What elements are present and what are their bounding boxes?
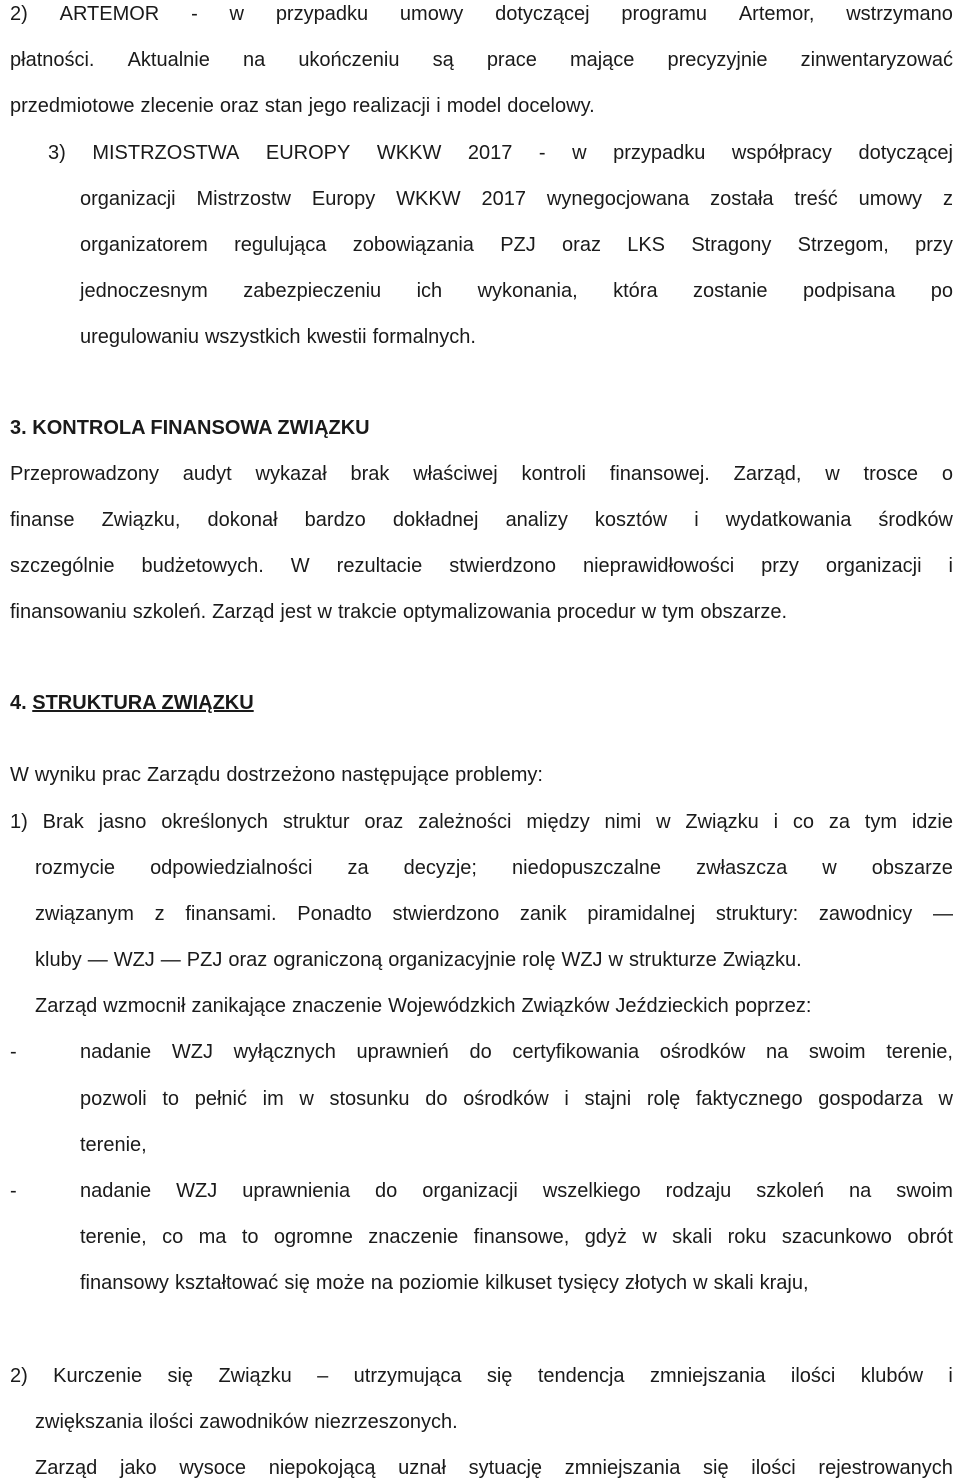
text-line: pozwoli to pełnić im w stosunku do ośrodków i stajni rolę faktycznego gospodarza w [80,1088,953,1110]
list-bullet: - [10,1041,17,1063]
text-line: 2) ARTEMOR - w przypadku umowy dotyczącej programu Artemor, wstrzymano [10,3,953,25]
text-line: finansowaniu szkoleń. Zarząd jest w trakcie optymalizowania procedur w tym obszarze. [10,601,788,623]
text-line: związanym z finansami. Ponadto stwierdzono zanik piramidalnej struktury: zawodnicy — [35,903,953,925]
text-line: płatności. Aktualnie na ukończeniu są prace mające precyzyjnie zinwentaryzować [10,49,953,71]
text-line: terenie, [80,1134,147,1156]
text-line: nadanie WZJ uprawnienia do organizacji wszelkiego rodzaju szkoleń na swoim [80,1180,953,1202]
text-line: 1) Brak jasno określonych struktur oraz zależności między nimi w Związku i co za tym idzie [10,811,953,833]
text-line: kluby — WZJ — PZJ oraz ograniczoną organizacyjnie rolę WZJ w strukturze Związku. [35,949,802,971]
text-line: Zarząd jako wysoce niepokojącą uznał sytuację zmniejszania się ilości rejestrowanych [35,1457,953,1479]
text-line: organizacji Mistrzostw Europy WKKW 2017 wynegocjowana została treść umowy z [80,188,953,210]
text-line: 2) Kurczenie się Związku – utrzymująca się tendencja zmniejszania ilości klubów i [10,1365,953,1387]
text-line: nadanie WZJ wyłącznych uprawnień do certyfikowania ośrodków na swoim terenie, [80,1041,953,1063]
text-line: W wyniku prac Zarządu dostrzeżono następujące problemy: [10,764,543,786]
text-line: finanse Związku, dokonał bardzo dokładnej analizy kosztów i wydatkowania środków [10,509,953,531]
text-line: terenie, co ma to ogromne znaczenie finansowe, gdyż w skali roku szacunkowo obrót [80,1226,953,1248]
text-line: przedmiotowe zlecenie oraz stan jego realizacji i model docelowy. [10,95,595,117]
text-line: zwiększania ilości zawodników niezrzeszonych. [35,1411,458,1433]
text-line: Przeprowadzony audyt wykazał brak właściwej kontroli finansowej. Zarząd, w trosce o [10,463,953,485]
text-line: Zarząd wzmocnił zanikające znaczenie Wojewódzkich Związków Jeździeckich poprzez: [35,995,812,1017]
section-heading-title: STRUKTURA ZWIĄZKU [32,692,254,714]
text-line: jednoczesnym zabezpieczeniu ich wykonania, która zostanie podpisana po [80,280,953,302]
text-line: finansowy kształtować się może na poziomie kilkuset tysięcy złotych w skali kraju, [80,1272,809,1294]
section-heading-title: KONTROLA FINANSOWA ZWIĄZKU [32,417,370,439]
section-heading: 4. STRUKTURA ZWIĄZKU [10,692,254,714]
text-line: organizatorem regulująca zobowiązania PZJ oraz LKS Stragony Strzegom, przy [80,234,953,256]
text-line: uregulowaniu wszystkich kwestii formalnych. [80,326,476,348]
section-heading: 3. KONTROLA FINANSOWA ZWIĄZKU [10,417,370,439]
text-line: 3) MISTRZOSTWA EUROPY WKKW 2017 - w przypadku współpracy dotyczącej [48,142,953,164]
text-line: rozmycie odpowiedzialności za decyzje; niedopuszczalne zwłaszcza w obszarze [35,857,953,879]
list-bullet: - [10,1180,17,1202]
text-line: szczególnie budżetowych. W rezultacie stwierdzono nieprawidłowości przy organizacji i [10,555,953,577]
